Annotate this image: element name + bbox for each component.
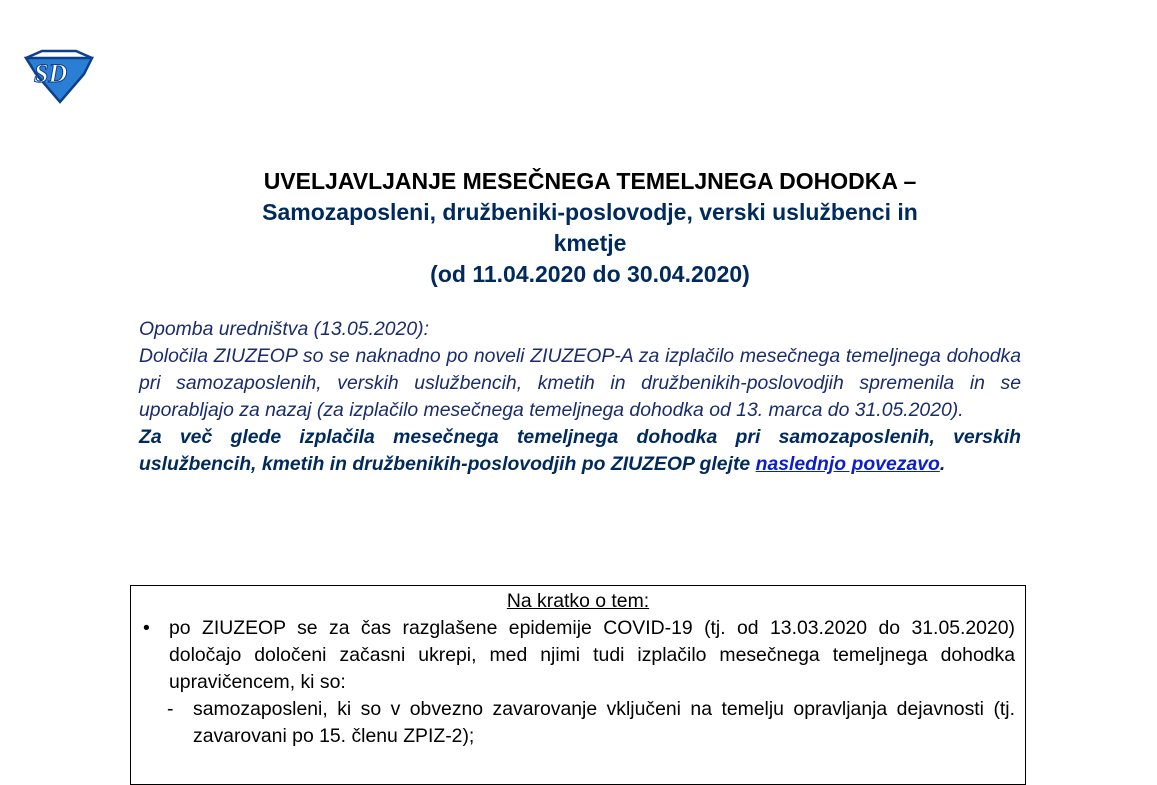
sd-logo-icon xyxy=(22,48,96,104)
bullet-icon: • xyxy=(143,617,150,639)
title-line-1: UVELJAVLJANJE MESEČNEGA TEMELJNEGA DOHODKA – xyxy=(263,168,917,194)
title-date-range: (od 11.04.2020 do 30.04.2020) xyxy=(430,261,750,287)
editorial-note xyxy=(139,316,1021,478)
title-line-3: kmetje xyxy=(553,230,627,256)
summary-box xyxy=(130,585,1026,785)
list-item xyxy=(131,615,1025,696)
summary-title: Na kratko o tem: xyxy=(506,590,650,612)
document-title xyxy=(160,166,1020,290)
sub-bullet-text: samozaposleni, ki so v obvezno zavarovanje vključeni na temelju opravljanja dejavnosti (tj. zavarovani po 15. členu ZPIZ-2); xyxy=(193,698,1015,747)
note-link[interactable]: naslednjo povezavo xyxy=(755,453,940,475)
bullet-text: po ZIUZEOP se za čas razglašene epidemije COVID-19 (tj. od 13.03.2020 do 31.05.2020) določajo določeni začasni ukrepi, med njimi tudi izplačilo mesečnega temeljnega dohodka upravičencem, ki so: xyxy=(169,617,1015,693)
svg-text:SD: SD xyxy=(34,59,68,88)
note-body: Določila ZIUZEOP so se naknadno po noveli ZIUZEOP-A za izplačilo mesečnega temeljnega dohodka pri samozaposlenih, verskih uslužbencih, kmetih in družbenikih-poslovodjih spremenila in se uporabljajo za nazaj (za izplačilo mesečnega temeljnega dohodka od 13. marca do 31.05.2020). xyxy=(139,345,1021,421)
dash-icon: - xyxy=(167,698,174,720)
note-bold-paragraph xyxy=(139,424,1021,478)
title-line-2: Samozaposleni, družbeniki-poslovodje, verski uslužbenci in xyxy=(262,199,918,225)
list-item xyxy=(131,696,1025,750)
note-heading: Opomba uredništva (13.05.2020): xyxy=(139,318,429,340)
note-bold-end: . xyxy=(939,453,946,475)
note-bold-text: Za več glede izplačila mesečnega temeljnega dohodka pri samozaposlenih, verskih uslužbencih, kmetih in družbenikih-poslovodjih po ZIUZEOP glejte xyxy=(139,426,1021,475)
